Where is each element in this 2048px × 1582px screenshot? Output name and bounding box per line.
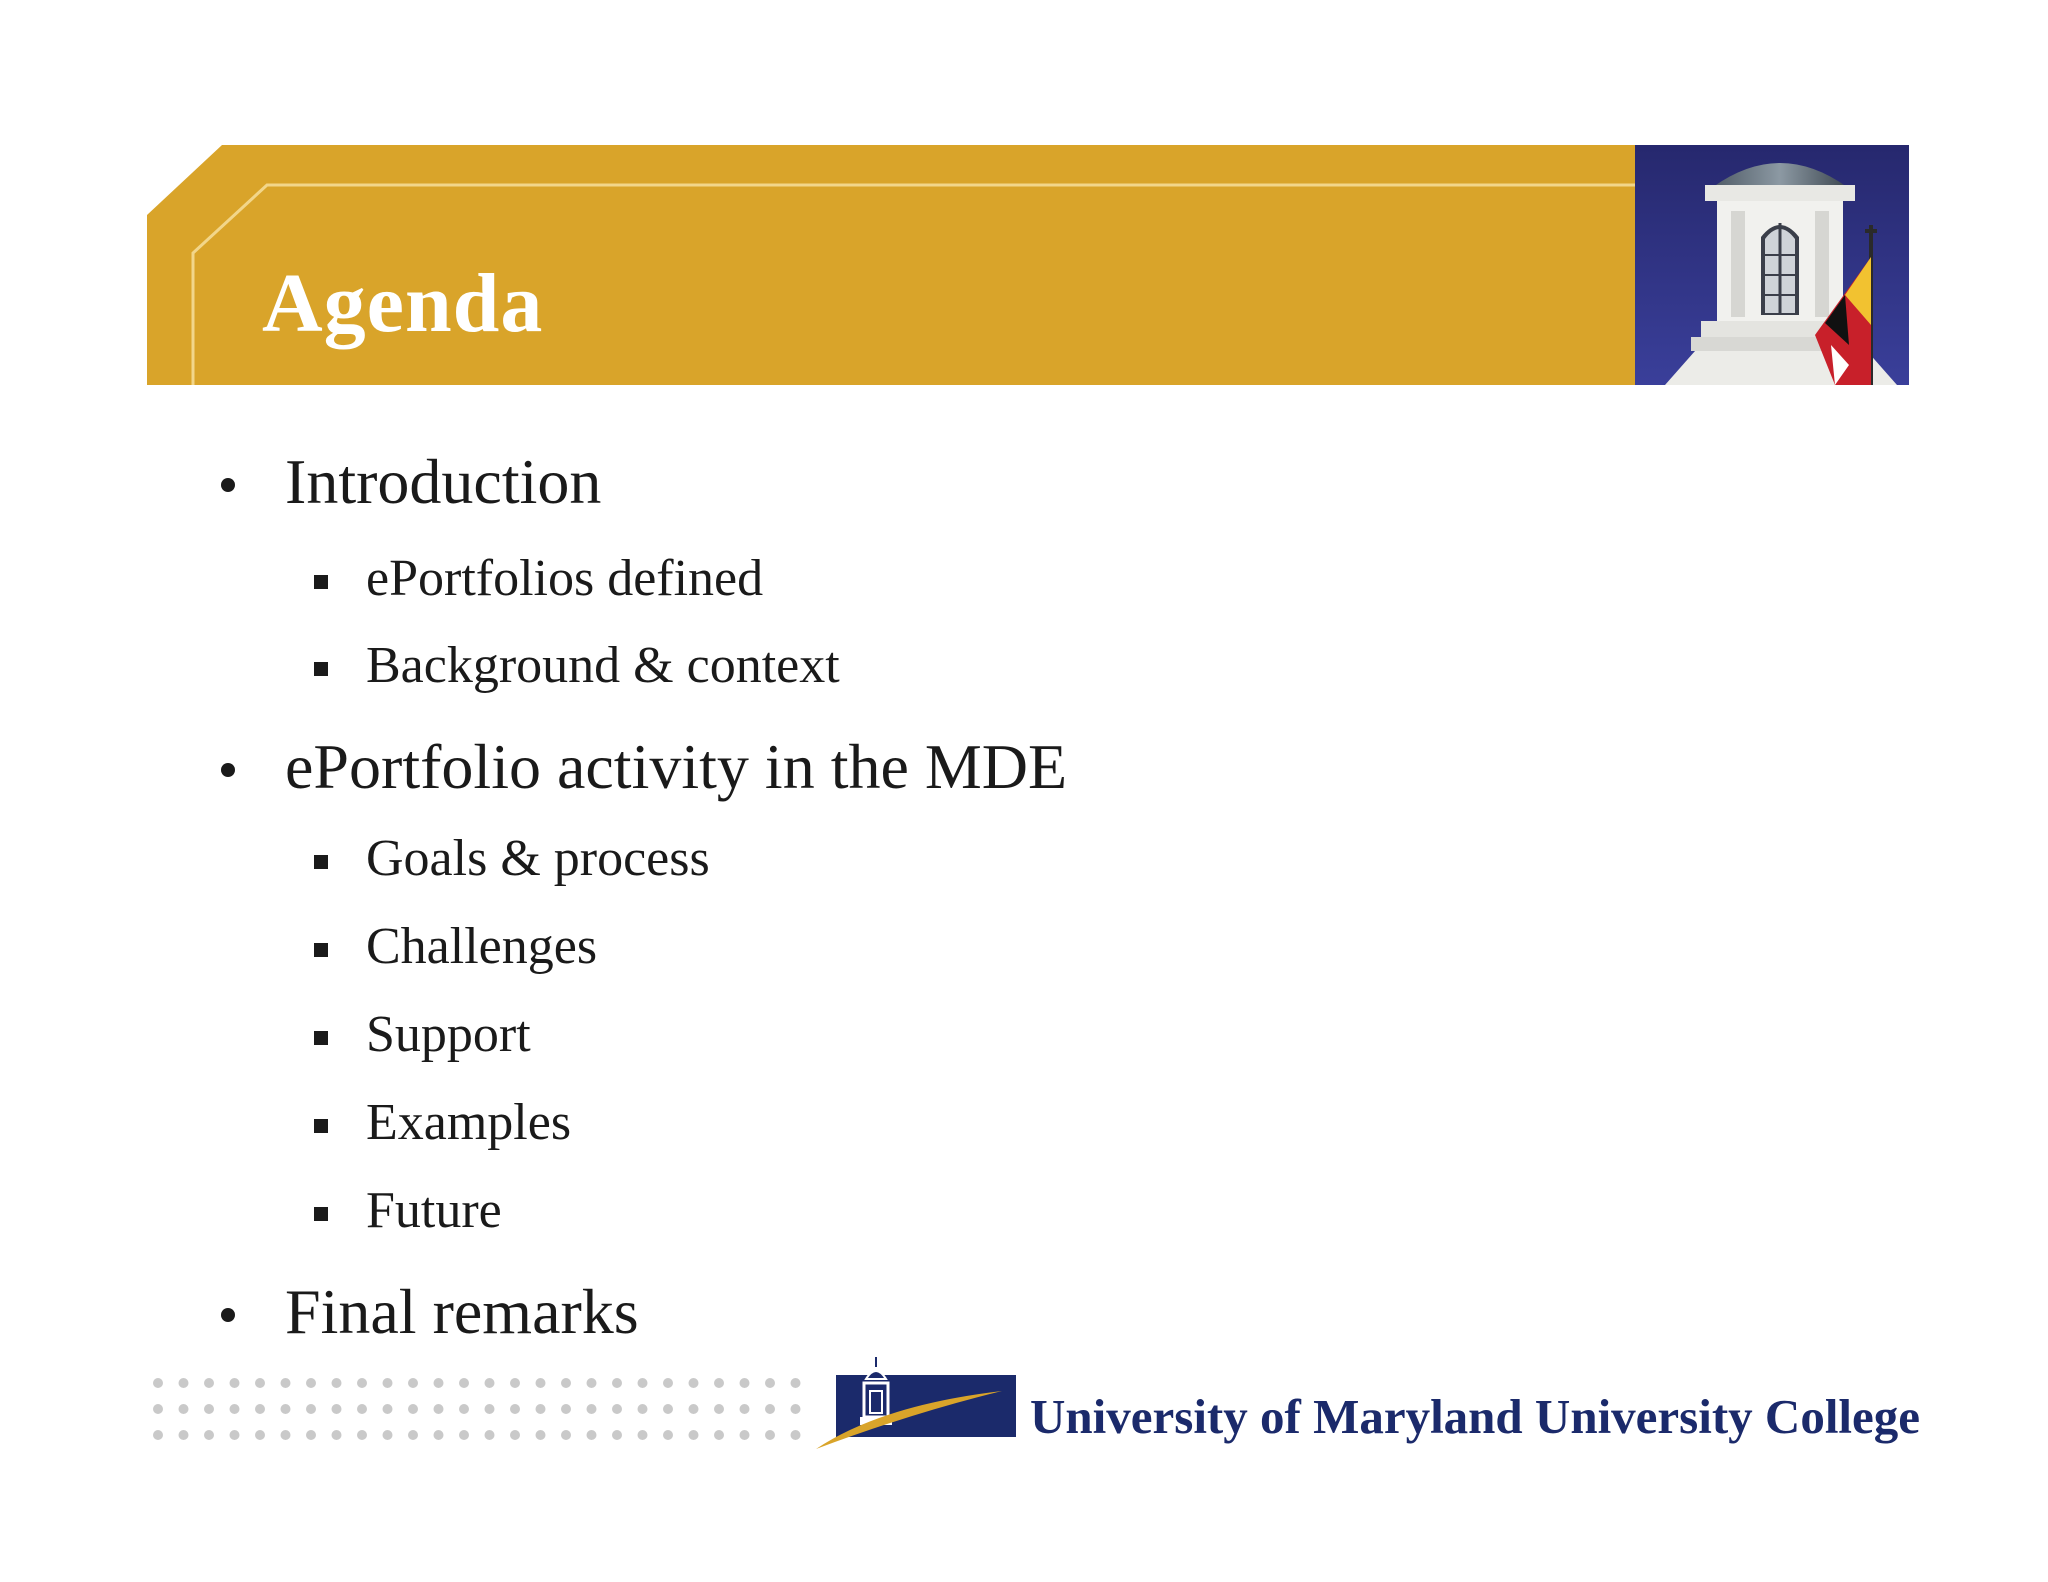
agenda-item-label: Final remarks: [285, 1276, 639, 1347]
agenda-item-introduction: [285, 446, 602, 517]
square-bullet-icon: [314, 575, 328, 589]
agenda-subitem-background-context: [366, 637, 840, 694]
agenda-subitem-examples: [366, 1094, 572, 1151]
agenda-item-label: Future: [366, 1182, 502, 1239]
agenda-subitem-eportfolios-defined: [366, 550, 764, 607]
agenda-item-label: ePortfolios defined: [366, 550, 764, 607]
square-bullet-icon: [314, 855, 328, 869]
agenda-item-label: Introduction: [285, 446, 602, 517]
square-bullet-icon: [314, 1031, 328, 1045]
agenda-item-label: Background & context: [366, 637, 840, 694]
square-bullet-icon: [314, 662, 328, 676]
agenda-item-label: Goals & process: [366, 830, 710, 887]
cupola-swoosh-logo-icon: [812, 1355, 1022, 1455]
footer-dot-pattern: [152, 1375, 812, 1445]
square-bullet-icon: [314, 943, 328, 957]
agenda-subitem-support: [366, 1006, 531, 1063]
agenda-item-label: Examples: [366, 1094, 572, 1151]
agenda-item-label: ePortfolio activity in the MDE: [285, 731, 1068, 802]
agenda-item-label: Challenges: [366, 918, 598, 975]
agenda-item-label: Support: [366, 1006, 531, 1063]
agenda-subitem-goals-process: [366, 830, 710, 887]
round-bullet-icon: [221, 478, 235, 492]
slide-title: Agenda: [262, 257, 544, 350]
round-bullet-icon: [221, 763, 235, 777]
agenda-subitem-challenges: [366, 918, 598, 975]
square-bullet-icon: [314, 1119, 328, 1133]
university-name: University of Maryland University College: [1030, 1389, 1921, 1444]
agenda-item-eportfolio-activity: [285, 731, 1068, 802]
round-bullet-icon: [221, 1308, 235, 1322]
agenda-item-final-remarks: [285, 1276, 639, 1347]
agenda-subitem-future: [366, 1182, 502, 1239]
square-bullet-icon: [314, 1207, 328, 1221]
